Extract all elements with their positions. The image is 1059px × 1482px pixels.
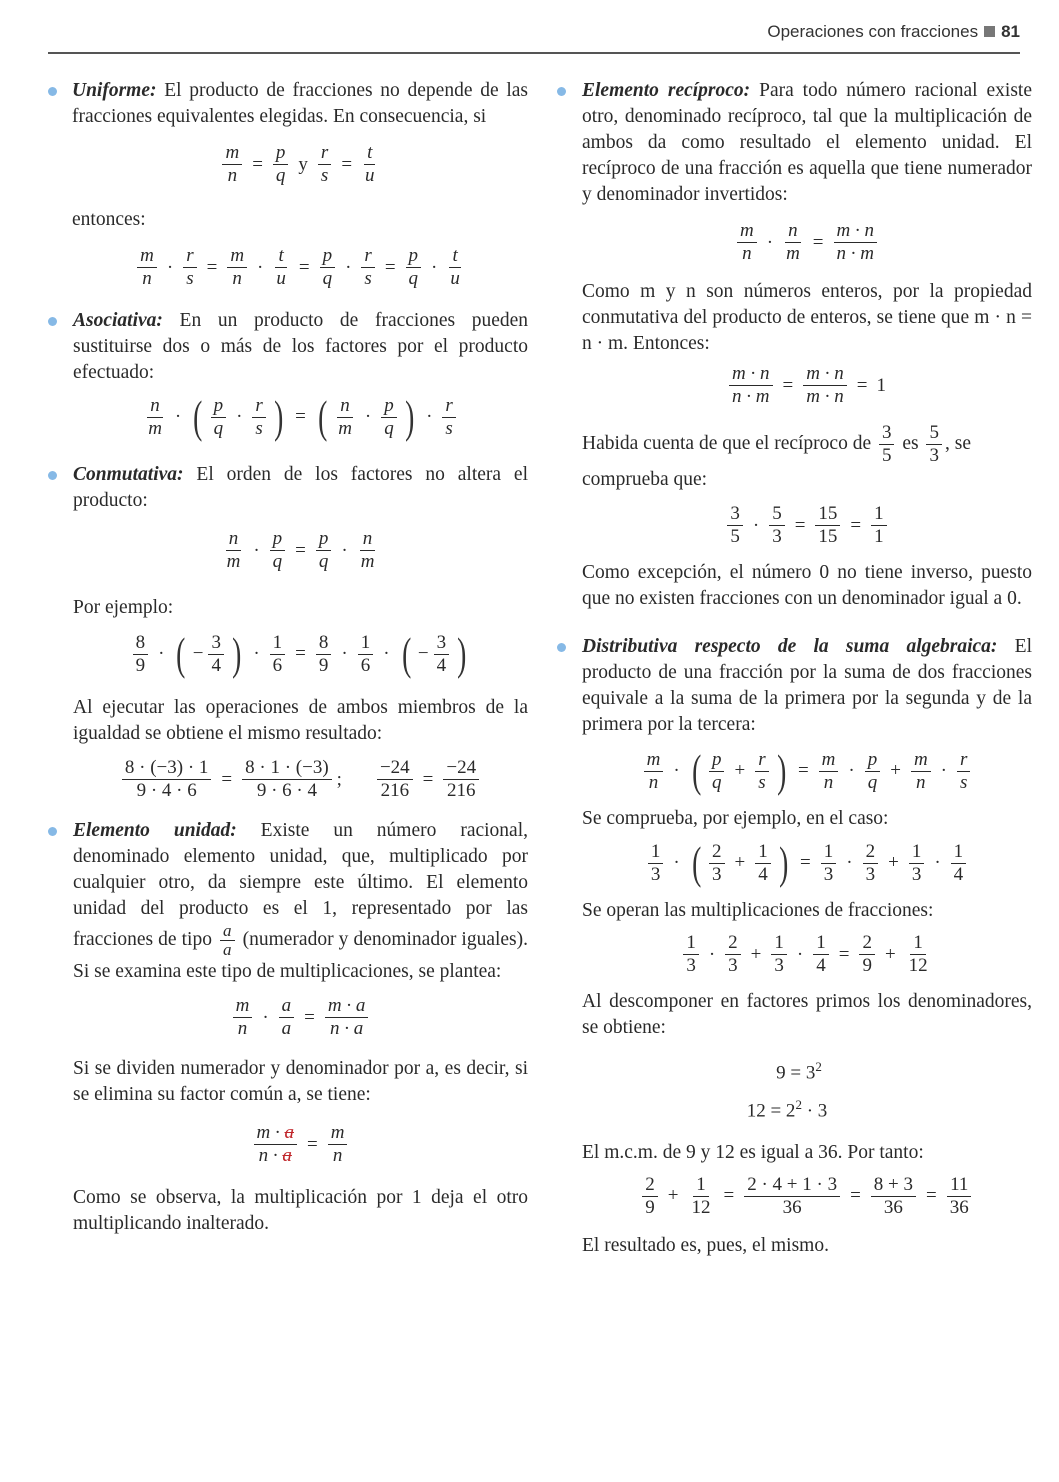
unidad-text-c: Si se dividen numerador y denominador por a, es decir, si se elimina su factor común a, se tiene: (73, 1058, 528, 1105)
conmutativa-after-example: Al ejecutar las operaciones de ambos miembros de la igualdad se obtiene el mismo resultado: (73, 697, 528, 744)
conmutativa-title: Conmutativa: (73, 464, 184, 485)
property-asociativa (48, 308, 528, 440)
formula-uniforme-result: m n · $\frac{r}{s}$ = $\frac{m}{n}$ · $\frac{t}{u}$ = $\frac{p}{q}$ · $\frac{r}{s}$ = $\frac{p}{q}$ · t u (72, 245, 528, 290)
uniforme-paragraph (72, 78, 528, 130)
formula-reciproco-equal-one: $\frac{m \cdot n}{n \cdot m}$ = $\frac{m \cdot n}{m \cdot n}$ = 1 (582, 363, 1032, 408)
formula-conmutativa: n m · $\frac{p}{q}$ = $\frac{p}{q}$ · n m (226, 528, 375, 572)
conmutativa-paragraph (73, 462, 528, 514)
formula-distributiva-example: 1 3 · ( 2 3 + $\frac{1}{4}$ ) = $\frac{1}{3}$ · 2 3 + $\frac{1}{3}$ · 1 4 (582, 840, 1032, 886)
bullet-icon (48, 827, 57, 836)
reciproco-text-c-pre: Habida cuenta de que el recíproco de (582, 432, 872, 454)
uniforme-text: El producto de fracciones no depende de las fracciones equivalentes elegidas. En consecuencia, si (72, 80, 529, 127)
formula-reciproco: m n · $\frac{n}{m}$ = $\frac{m \cdot n}{n \cdot m}$ (582, 220, 1032, 265)
formula-conmutativa-example: 8 9 · ( − $\frac{3}{4}$ ) · $\frac{1}{6}$ = $\frac{8}{9}$ · 1 6 · ( − $\frac{3}{4}$ ) (73, 631, 528, 677)
running-title: Operaciones con fracciones (767, 22, 979, 41)
reciproco-paragraph (582, 78, 1032, 208)
left-column (48, 78, 528, 1237)
property-distributiva (557, 634, 1032, 1259)
reciproco-text-c (582, 422, 1032, 493)
bullet-icon (48, 87, 57, 96)
reciproco-text: Para todo número racional existe otro, denominado recíproco, tal que la multiplicación de ambos da como resultado el elemento unidad. El recíproco de una fracción es aquella que tiene numerador y denominador invertidos: (582, 80, 1032, 205)
example-label: Por ejemplo: (73, 597, 174, 618)
formula-reciproco-example: 3 5 · $\frac{5}{3}$ = $\frac{15}{15}$ = $\frac{1}{1}$ (582, 503, 1032, 548)
formula-unidad-simplified: $\frac{m \cdot a}{n \cdot a}$ = $\frac{m}{n}$ (73, 1122, 528, 1167)
page-number: 81 (1001, 22, 1020, 41)
square-icon (984, 26, 995, 37)
distributiva-lcm: El m.c.m. de 9 y 12 es igual a 36. Por tanto: (582, 1141, 924, 1163)
property-uniforme (48, 78, 528, 290)
asociativa-text: En un producto de fracciones pueden sustituirse dos o más de los factores por el producto efectuado: (73, 310, 529, 383)
bullet-icon (48, 471, 57, 480)
distributiva-text: El producto de una fracción por la suma de dos fracciones equivale a la suma de la primera por la segunda y de la primera por la tercera: (582, 636, 1033, 735)
fraction-5-3: $\frac{5}{3}$ (926, 422, 942, 467)
fraction-a-over-a: $\frac{a}{a}$ (220, 922, 235, 959)
reciproco-text-c-end: comprueba que: (582, 469, 708, 490)
right-column (557, 78, 1032, 1259)
distributiva-decompose: Al descomponer en factores primos los denominadores, se obtiene: (582, 991, 1032, 1038)
uniforme-then: entonces: (72, 209, 146, 230)
running-header (0, 22, 1020, 42)
property-conmutativa (48, 462, 528, 802)
reciproco-text-b: Como m y n son números enteros, por la propiedad conmutativa del producto de enteros, se tiene que m · n = n · m. Entonces: (582, 281, 1032, 354)
asociativa-title: Asociativa: (73, 310, 163, 331)
reciproco-title: Elemento recíproco: (582, 80, 751, 101)
formula-uniforme-hypothesis: $\frac{m}{n}$ = $\frac{p}{q}$ y $\frac{r}{s}$ = $\frac{t}{u}$ (72, 142, 528, 187)
uniforme-title: Uniforme: (72, 80, 157, 101)
property-elemento-reciproco (557, 78, 1032, 612)
formula-distributiva-products: 1 3 · 2 3 + $\frac{1}{3}$ · $\frac{1}{4}$ = $\frac{2}{9}$ + $\frac{1}{12}$ (582, 932, 1032, 977)
distributiva-result: El resultado es, pues, el mismo. (582, 1234, 829, 1256)
asociativa-paragraph (73, 308, 528, 386)
property-elemento-unidad (48, 818, 528, 1237)
formula-distributiva: m n · ( p q + $\frac{r}{s}$ ) = $\frac{m}{n}$ · p q + $\frac{m}{n}$ · r s (582, 748, 1032, 794)
formula-conmutativa-computation: $\frac{8 \cdot (-3) \cdot 1}{9 \cdot 4 \cdot 6}$ = $\frac{8 \cdot 1 \cdot (-3)}{9 \cdot 6 \cdot 4}$ ; $\frac{-24}{216}$ = $\frac{-24}{216}$ (73, 757, 528, 802)
distributiva-paragraph (582, 634, 1032, 738)
formula-asociativa: n m · ( p q · r s ) = ( n m · p q ) · r s (73, 394, 528, 440)
bullet-icon (48, 317, 57, 326)
conmutativa-text: El orden de los factores no altera el producto: (73, 464, 528, 511)
reciproco-text-c-post: , se (944, 432, 971, 454)
bullet-icon (557, 87, 566, 96)
unidad-text-a: Existe un número racional, denominado elemento unidad, que, multiplicado por cualquier otro, da siempre este último. El elemento unidad del producto es el 1, representado por las fracciones de tipo (73, 820, 528, 950)
unidad-paragraph (73, 818, 528, 985)
unidad-title: Elemento unidad: (73, 820, 237, 841)
header-rule (48, 52, 1020, 54)
bullet-icon (557, 643, 566, 652)
formula-prime-factors: $9 = 3^2$ $12 = 2^2 \cdot 3$ (746, 1059, 828, 1122)
reciproco-text-c-mid: es (902, 432, 919, 454)
reciproco-text-d: Como excepción, el número 0 no tiene inverso, puesto que no existen fracciones con un denominador igual a 0. (582, 562, 1032, 609)
formula-unidad: m n · $\frac{a}{a}$ = $\frac{m \cdot a}{n \cdot a}$ (73, 995, 528, 1040)
distributiva-title: Distributiva respecto de la suma algebraica: (582, 636, 998, 657)
unidad-text-b: (numerador y denominador iguales). Si se examina este tipo de multiplicaciones, se plantea: (73, 928, 528, 982)
distributiva-operate: Se operan las multiplicaciones de fracciones: (582, 900, 934, 921)
unidad-text-d: Como se observa, la multiplicación por 1 deja el otro multiplicando inalterado. (73, 1187, 528, 1234)
fraction-3-5: $\frac{3}{5}$ (879, 422, 895, 467)
formula-distributiva-sum: 2 9 + $\frac{1}{12}$ = $\frac{2 \cdot 4 + 1 \cdot 3}{36}$ = $\frac{8 + 3}{36}$ = $\frac{11}{36}$ (582, 1174, 1032, 1219)
distributiva-check: Se comprueba, por ejemplo, en el caso: (582, 808, 889, 829)
